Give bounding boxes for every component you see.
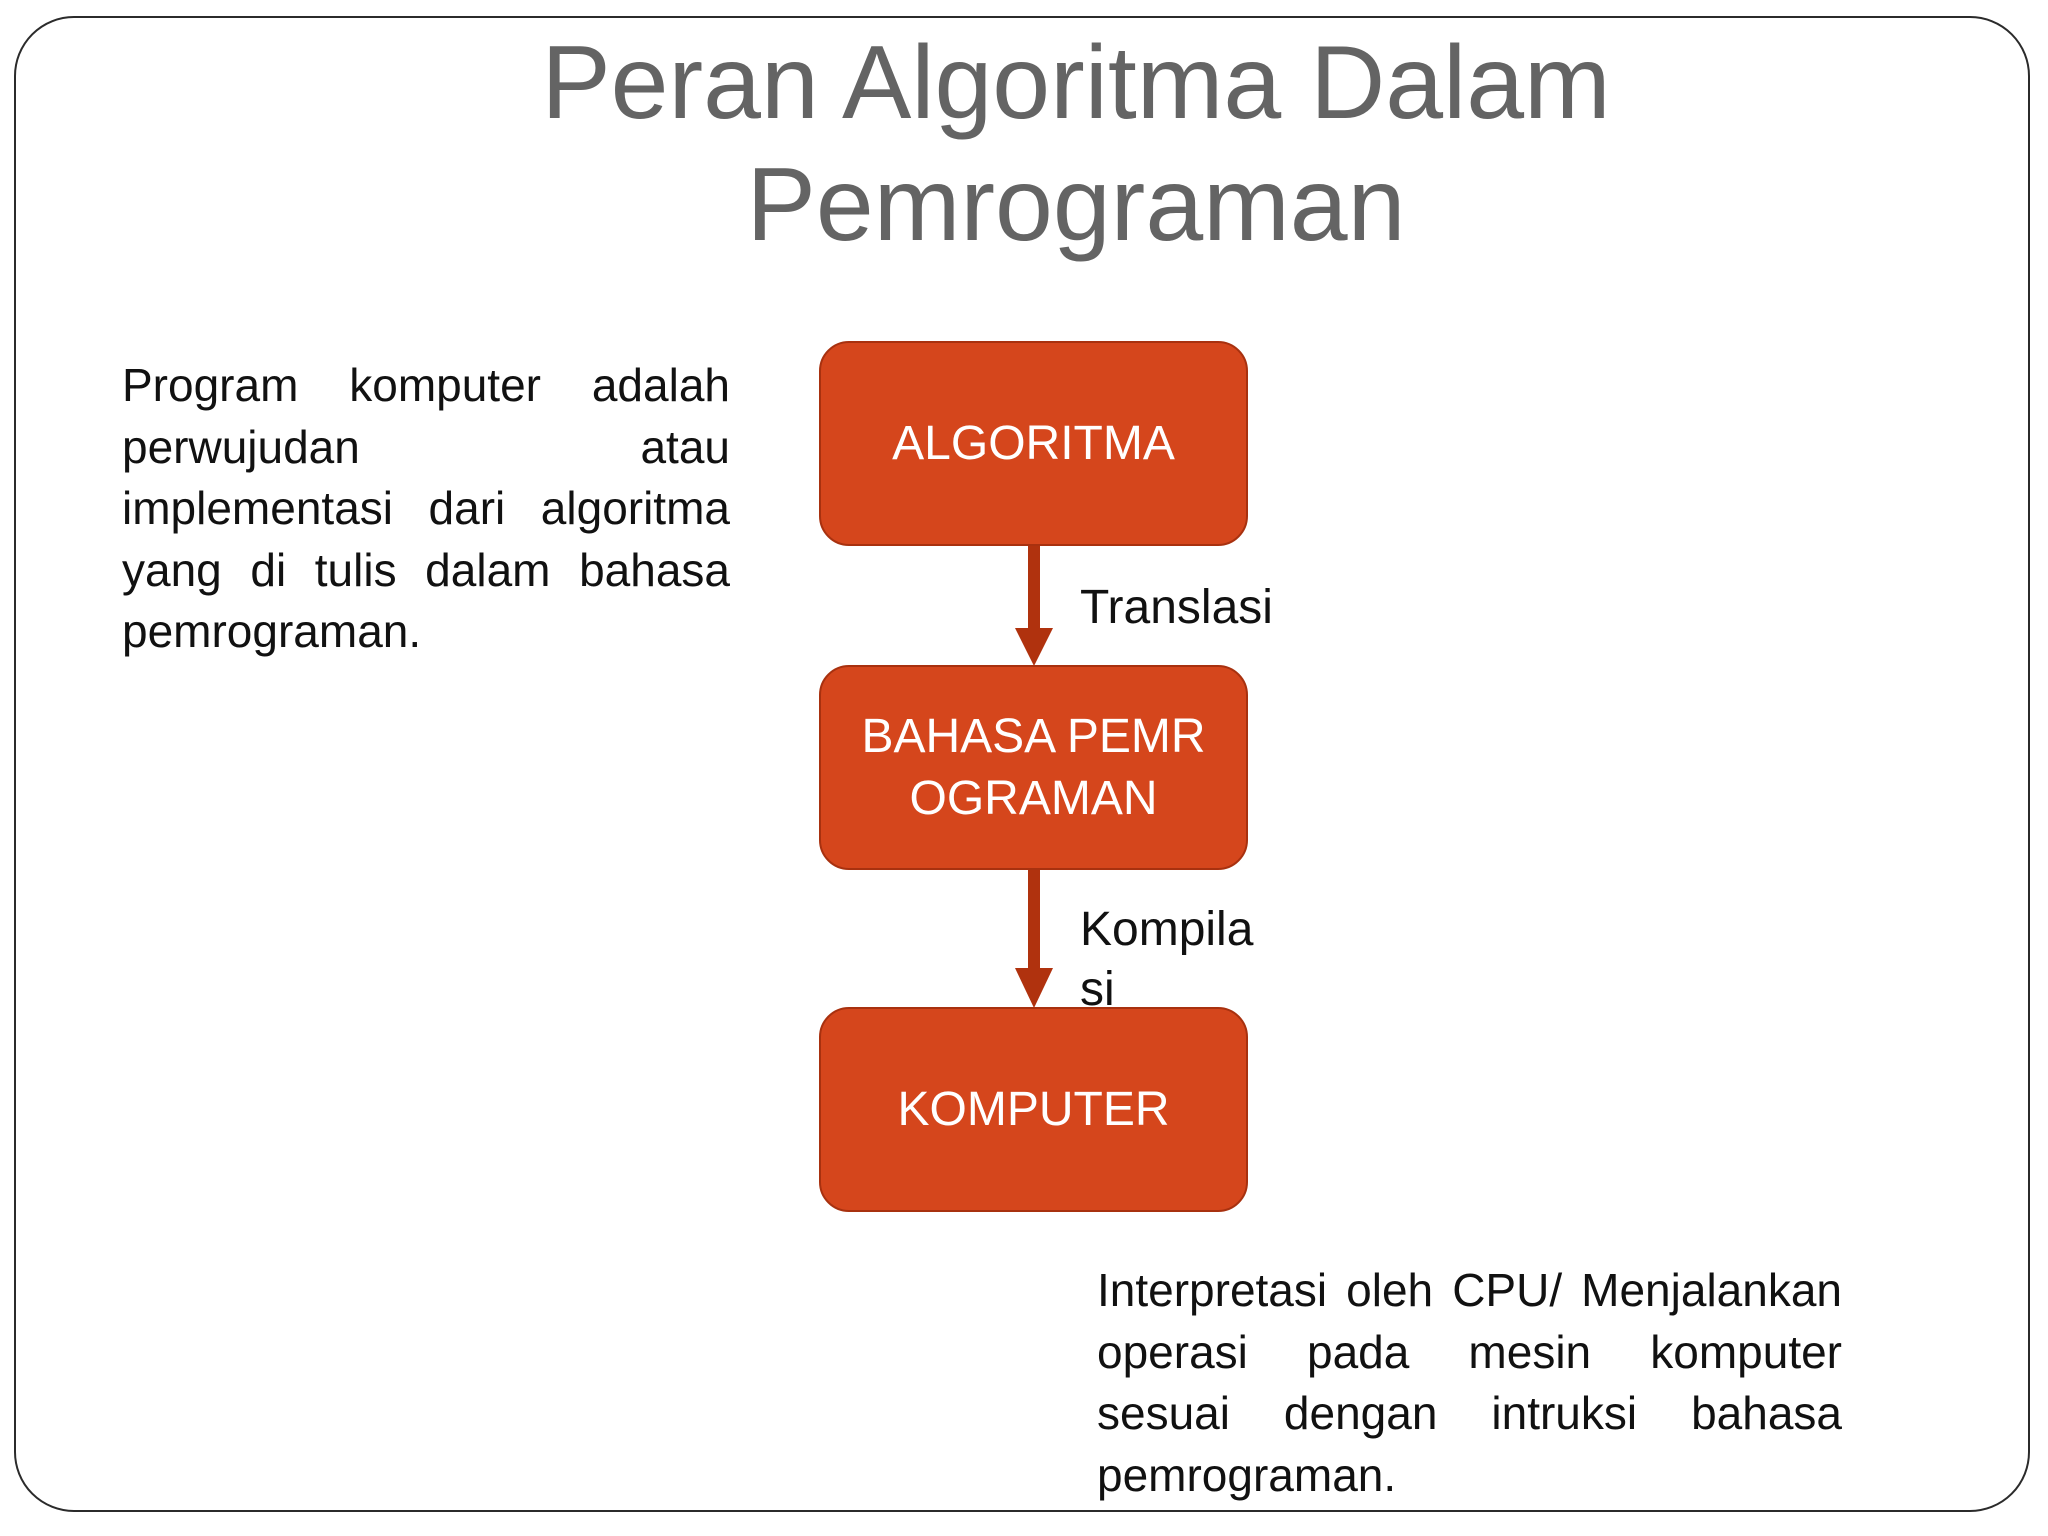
node-komputer-label: KOMPUTER (897, 1082, 1170, 1136)
node-algoritma (819, 341, 1248, 546)
edge-label-kompilasi: Kompilasi (1080, 903, 1254, 1016)
node-bahasa-pemrograman (819, 665, 1248, 870)
title-line-2: Pemrograman (746, 147, 1406, 263)
node-komputer (819, 1007, 1248, 1212)
description-text: Program komputer adalah perwujudan atau implementasi dari algoritma yang di tulis dalam bahasa pemrograman. (122, 359, 730, 657)
slide-title (14, 22, 2048, 266)
node-algoritma-label: ALGORITMA (892, 416, 1175, 470)
interpretation-text: Interpretasi oleh CPU/ Menjalankan operasi pada mesin komputer sesuai dengan intruksi bahasa pemrograman. (1097, 1264, 1842, 1501)
title-line-1: Peran Algoritma Dalam (541, 25, 1611, 141)
node-bahasa-label: BAHASA PEMROGRAMAN (861, 709, 1206, 825)
edge-label-translasi: Translasi (1080, 581, 1273, 634)
